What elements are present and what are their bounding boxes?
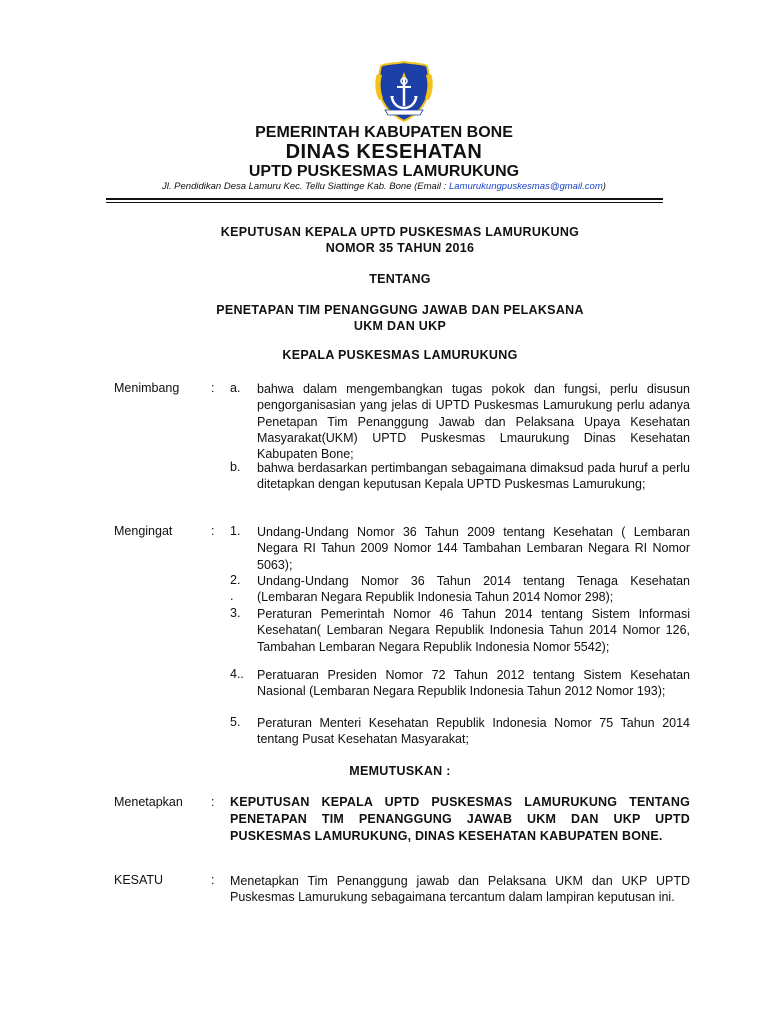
kesatu-colon: : — [211, 873, 215, 887]
address-text: Jl. Pendidikan Desa Lamuru Kec. Tellu Siattinge Kab. Bone (Email : — [162, 181, 449, 192]
kesatu-label: KESATU — [114, 873, 164, 887]
kop-dinas-text: DINAS KESEHATAN — [285, 141, 483, 163]
mengingat-item-1: Undang-Undang Nomor 36 Tahun 2009 tentang Kesehatan ( Lembaran Negara RI Tahun 2009 Nomor 144 Tambahan Lembaran Negara RI Nomor 5063); — [257, 525, 690, 572]
kop-puskesmas: UPTD PUSKESMAS LAMURUKUNG — [248, 163, 520, 180]
mengingat-item-2: Undang-Undang Nomor 36 Tahun 2014 tentang Tenaga Kesehatan (Lembaran Negara Republik Indonesia Tahun 2014 Nomor 298); — [257, 574, 690, 605]
menimbang-item-b: bahwa berdasarkan pertimbangan sebagaimana dimaksud pada huruf a perlu ditetapkan dengan keputusan Kepala UPTD Puskesmas Lamurukung; — [257, 461, 690, 492]
menetapkan-label: Menetapkan — [114, 795, 183, 809]
header-rule-thick — [106, 198, 663, 200]
mengingat-item-4: Peratuaran Presiden Nomor 72 Tahun 2012 tentang Sistem Kesehatan Nasional (Lembaran Negara Republik Indonesia Tahun 2012 Nomor 193); — [257, 668, 690, 699]
mengingat-marker-2: 2. — [230, 573, 241, 587]
mengingat-marker-3: 3. — [230, 606, 241, 620]
mengingat-item-3: Peraturan Pemerintah Nomor 46 Tahun 2014 tentang Sistem Informasi Kesehatan( Lembaran Negara Republik Indonesia Tahun 2014 Nomor 126, Tambahan Lembaran Negara Republik Indonesia Nomor 5542); — [257, 607, 690, 654]
subject-line-1: PENETAPAN TIM PENANGGUNG JAWAB DAN PELAKSANA — [216, 303, 584, 317]
menimbang-item-a: bahwa dalam mengembangkan tugas pokok dan fungsi, perlu disusun pengorganisasian yang jelas di UPTD Puskesmas Lamurukung perlu adanya Penetapan Tim Penanggung Jawab dan Pelaksana Upaya Kesehatan Masyarakat(UKM) UPTD Puskesmas Lmaurukung Dinas Kesehatan Kabupaten Bone; — [257, 382, 690, 462]
kop-pemerintah: PEMERINTAH KABUPATEN BONE — [255, 124, 513, 141]
memutuskan-heading: MEMUTUSKAN : — [349, 764, 451, 778]
mengingat-marker-5: 5. — [230, 715, 241, 729]
mengingat-item-5: Peraturan Menteri Kesehatan Republik Indonesia Nomor 75 Tahun 2014 tentang Pusat Kesehatan Masyarakat; — [257, 716, 690, 747]
menetapkan-text: KEPUTUSAN KEPALA UPTD PUSKESMAS LAMURUKUNG TENTANG PENETAPAN TIM PENANGGUNG JAWAB UKM DAN UKP UPTD PUSKESMAS LAMURUKUNG, DINAS KESEHATAN KABUPATEN BONE. — [230, 795, 690, 843]
kop-dinas — [0, 141, 768, 164]
menetapkan-colon: : — [211, 795, 215, 809]
authority-heading: KEPALA PUSKESMAS LAMURUKUNG — [282, 348, 518, 362]
subject-line-2: UKM DAN UKP — [353, 319, 447, 333]
mengingat-marker-1: 1. — [230, 524, 241, 538]
menimbang-label: Menimbang — [114, 381, 180, 395]
decree-title: KEPUTUSAN KEPALA UPTD PUSKESMAS LAMURUKUNG — [220, 225, 580, 239]
menimbang-colon: : — [211, 381, 215, 395]
email-link[interactable]: Lamurukungpuskesmas@gmail.com — [448, 181, 603, 192]
address-suffix: ) — [602, 181, 606, 192]
menimbang-marker-a: a. — [230, 381, 241, 395]
decree-number: NOMOR 35 TAHUN 2016 — [325, 241, 475, 255]
kabupaten-bone-logo — [373, 60, 435, 124]
menimbang-marker-b: b. — [230, 460, 241, 474]
header-rule-thin — [106, 202, 663, 203]
kesatu-text: Menetapkan Tim Penanggung jawab dan Pelaksana UKM dan UKP UPTD Puskesmas Lamurukung sebagaimana tercantum dalam lampiran keputusan ini. — [230, 874, 690, 905]
mengingat-marker-4: 4.. — [230, 667, 244, 681]
address-line — [0, 181, 768, 192]
mengingat-label: Mengingat — [114, 524, 173, 538]
mengingat-colon: : — [211, 524, 215, 538]
mengingat-marker-2-dot: . — [230, 589, 234, 603]
tentang-heading: TENTANG — [369, 272, 431, 286]
